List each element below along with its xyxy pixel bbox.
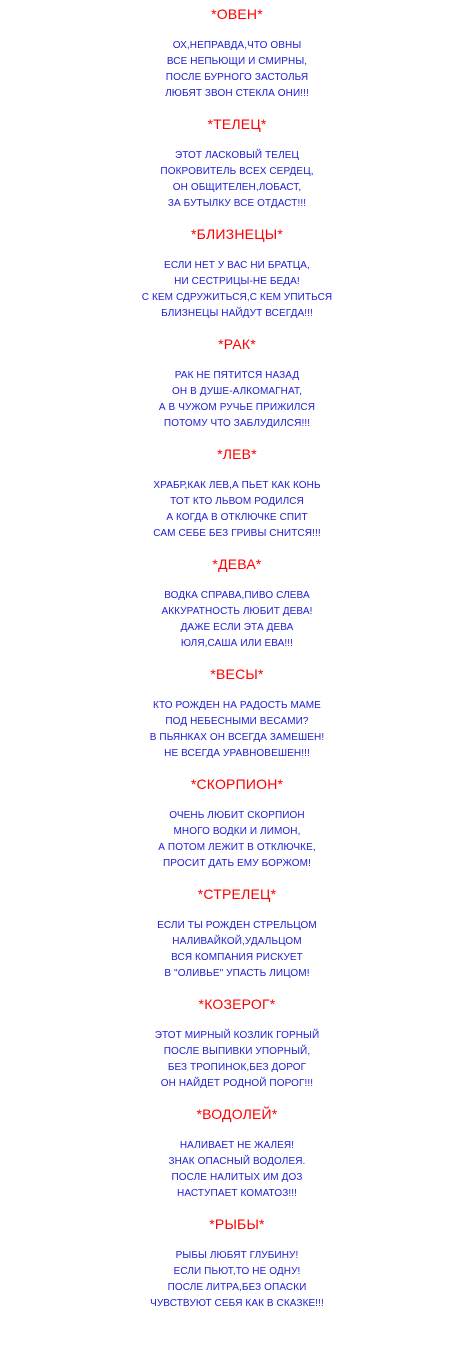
verse-line: ПОСЛЕ НАЛИТЫХ ИМ ДОЗ <box>171 1172 303 1183</box>
verse-line: ВОДКА СПРАВА,ПИВО СЛЕВА <box>164 590 310 601</box>
verse-line: ЕСЛИ НЕТ У ВАС НИ БРАТЦА, <box>164 260 310 271</box>
verse-line: НИ СЕСТРИЦЫ-НЕ БЕДА! <box>174 276 300 287</box>
verse-line: КТО РОЖДЕН НА РАДОСТЬ МАМЕ <box>153 700 321 711</box>
sign-title: *ОВЕН* <box>211 6 263 22</box>
verse-line: ЗА БУТЫЛКУ ВСЕ ОТДАСТ!!! <box>167 198 307 209</box>
verse-line: БЕЗ ТРОПИНОК,БЕЗ ДОРОГ <box>167 1062 307 1073</box>
verse-line: РАК НЕ ПЯТИТСЯ НАЗАД <box>174 370 300 381</box>
verse-line: ОН В ДУШЕ-АЛКОМАГНАТ, <box>172 386 302 397</box>
verse-line: ПОД НЕБЕСНЫМИ ВЕСАМИ? <box>165 716 309 727</box>
verse-line: МНОГО ВОДКИ И ЛИМОН, <box>173 826 301 837</box>
sign-capricorn <box>0 996 474 1092</box>
verse-line: ОН ОБЩИТЕЛЕН,ЛОБАСТ, <box>172 182 302 193</box>
sign-libra <box>0 666 474 762</box>
verse-line: ЧУВСТВУЮТ СЕБЯ КАК В СКАЗКЕ!!! <box>150 1298 324 1309</box>
verse-line: ДАЖЕ ЕСЛИ ЭТА ДЕВА <box>180 622 294 633</box>
sign-title: *КОЗЕРОГ* <box>198 996 276 1012</box>
verse-line: ОН НАЙДЕТ РОДНОЙ ПОРОГ!!! <box>160 1078 314 1089</box>
verse-line: В ПЬЯНКАХ ОН ВСЕГДА ЗАМЕШЕН! <box>149 732 325 743</box>
verse-line: ПОСЛЕ ЛИТРА,БЕЗ ОПАСКИ <box>167 1282 307 1293</box>
sign-aries <box>0 6 474 102</box>
verse-line: ЛЮБЯТ ЗВОН СТЕКЛА ОНИ!!! <box>165 88 309 99</box>
verse-line: ОХ,НЕПРАВДА,ЧТО ОВНЫ <box>172 40 302 51</box>
sign-gemini <box>0 226 474 322</box>
verse-line: ХРАБР,КАК ЛЕВ,А ПЬЕТ КАК КОНЬ <box>153 480 321 491</box>
verse-line: ОЧЕНЬ ЛЮБИТ СКОРПИОН <box>169 810 305 821</box>
sign-title: *ВОДОЛЕЙ* <box>196 1106 278 1122</box>
verse-line: А ПОТОМ ЛЕЖИТ В ОТКЛЮЧКЕ, <box>158 842 316 853</box>
verse-line: АККУРАТНОСТЬ ЛЮБИТ ДЕВА! <box>161 606 313 617</box>
verse-line: ЗНАК ОПАСНЫЙ ВОДОЛЕЯ. <box>168 1156 306 1167</box>
verse-line: ЮЛЯ,САША ИЛИ ЕВА!!! <box>180 638 294 649</box>
verse-line: ПОСЛЕ ВЫПИВКИ УПОРНЫЙ, <box>163 1046 311 1057</box>
verse-line: ПРОСИТ ДАТЬ ЕМУ БОРЖОМ! <box>163 858 311 869</box>
verse-line: НЕ ВСЕГДА УРАВНОВЕШЕН!!! <box>164 748 310 759</box>
sign-taurus <box>0 116 474 212</box>
sign-title: *СТРЕЛЕЦ* <box>197 886 277 902</box>
sign-title: *РАК* <box>218 336 256 352</box>
verse-line: НАЛИВАЕТ НЕ ЖАЛЕЯ! <box>179 1140 295 1151</box>
sign-leo <box>0 446 474 542</box>
verse-line: ЕСЛИ ПЬЮТ,ТО НЕ ОДНУ! <box>173 1266 301 1277</box>
verse-line: ПОКРОВИТЕЛЬ ВСЕХ СЕРДЕЦ, <box>160 166 314 177</box>
verse-line: В "ОЛИВЬЕ" УПАСТЬ ЛИЦОМ! <box>164 968 310 979</box>
verse-line: ТОТ КТО ЛЬВОМ РОДИЛСЯ <box>170 496 304 507</box>
sign-title: *ВЕСЫ* <box>210 666 264 682</box>
sign-title: *БЛИЗНЕЦЫ* <box>191 226 283 242</box>
verse-line: ПОТОМУ ЧТО ЗАБЛУДИЛСЯ!!! <box>163 418 311 429</box>
sign-scorpio <box>0 776 474 872</box>
verse-line: ВСЯ КОМПАНИЯ РИСКУЕТ <box>171 952 303 963</box>
verse-line: ЕСЛИ ТЫ РОЖДЕН СТРЕЛЬЦОМ <box>157 920 317 931</box>
sign-cancer <box>0 336 474 432</box>
sign-title: *ДЕВА* <box>212 556 262 572</box>
verse-line: ЭТОТ ЛАСКОВЫЙ ТЕЛЕЦ <box>174 150 300 161</box>
verse-line: ЭТОТ МИРНЫЙ КОЗЛИК ГОРНЫЙ <box>154 1030 320 1041</box>
verse-line: ВСЕ НЕПЬЮЩИ И СМИРНЫ, <box>166 56 308 67</box>
sign-sagittarius <box>0 886 474 982</box>
verse-line: САМ СЕБЕ БЕЗ ГРИВЫ СНИТСЯ!!! <box>153 528 321 539</box>
verse-line: НАСТУПАЕТ КОМАТОЗ!!! <box>177 1188 297 1199</box>
sign-aquarius <box>0 1106 474 1202</box>
verse-line: ПОСЛЕ БУРНОГО ЗАСТОЛЬЯ <box>165 72 309 83</box>
verse-line: РЫБЫ ЛЮБЯТ ГЛУБИНУ! <box>175 1250 299 1261</box>
verse-line: А КОГДА В ОТКЛЮЧКЕ СПИТ <box>166 512 308 523</box>
sign-title: *СКОРПИОН* <box>190 776 284 792</box>
sign-title: *РЫБЫ* <box>209 1216 265 1232</box>
sign-virgo <box>0 556 474 652</box>
sign-title: *ЛЕВ* <box>217 446 257 462</box>
verse-line: А В ЧУЖОМ РУЧЬЕ ПРИЖИЛСЯ <box>158 402 316 413</box>
verse-line: БЛИЗНЕЦЫ НАЙДУТ ВСЕГДА!!! <box>161 308 313 319</box>
sign-title: *ТЕЛЕЦ* <box>207 116 267 132</box>
verse-line: НАЛИВАЙКОЙ,УДАЛЬЦОМ <box>172 936 302 947</box>
verse-line: С КЕМ СДРУЖИТЬСЯ,С КЕМ УПИТЬСЯ <box>141 292 333 303</box>
sign-pisces <box>0 1216 474 1312</box>
